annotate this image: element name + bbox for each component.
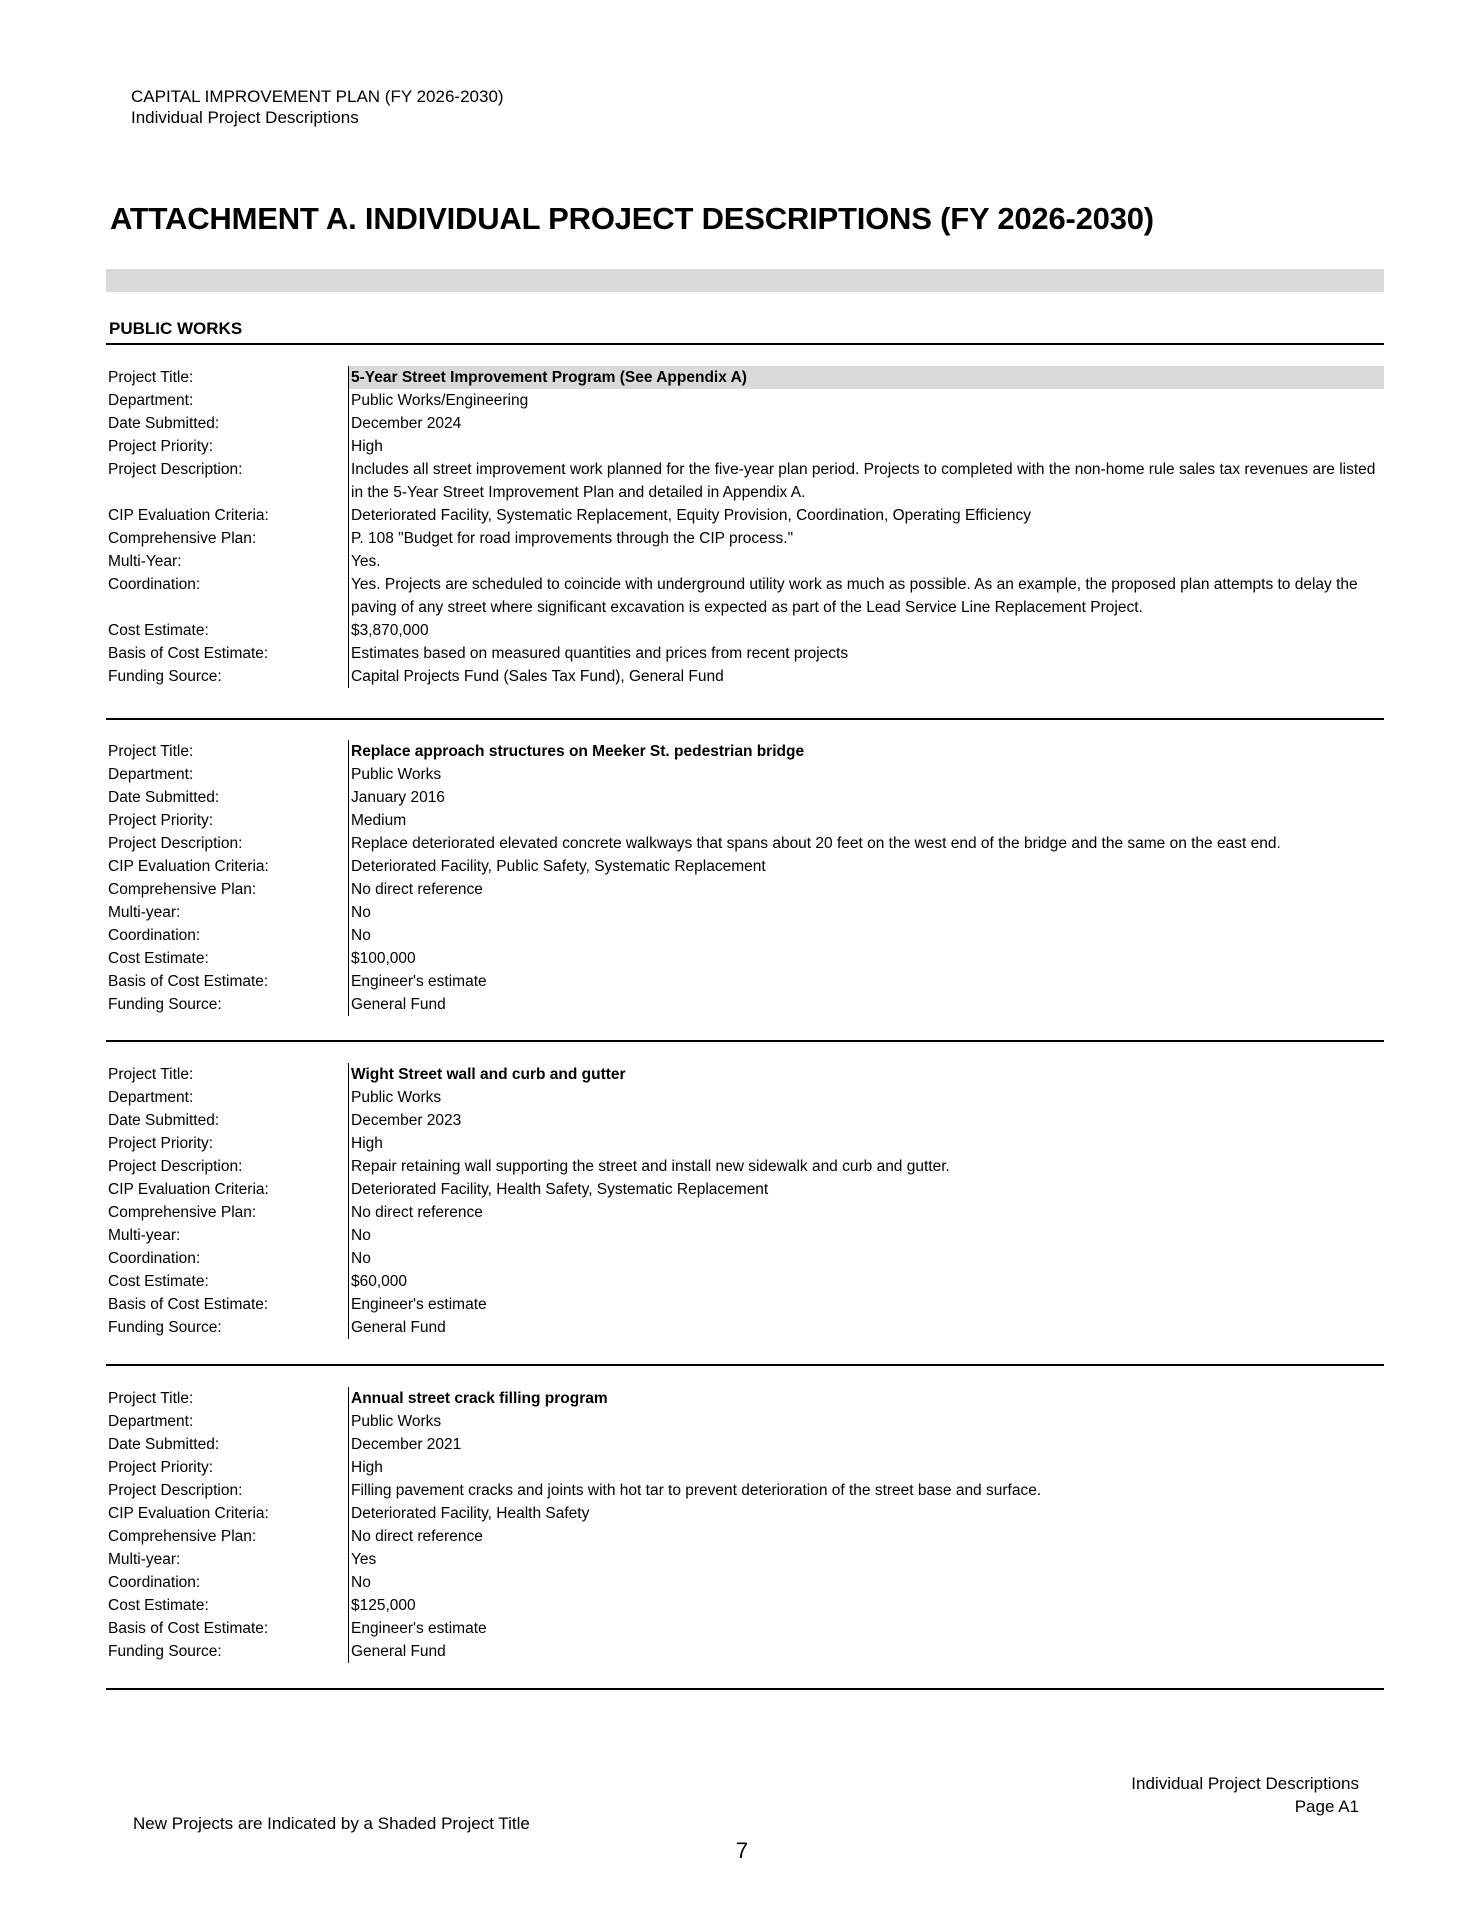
field-label: Basis of Cost Estimate: [108,1620,269,1637]
funding-row [108,1640,1384,1663]
section-heading: PUBLIC WORKS [109,319,243,338]
field-label: Comprehensive Plan: [108,1204,257,1221]
project-title: Replace approach structures on Meeker St. pedestrian bridge [348,740,1384,763]
field-label: Basis of Cost Estimate: [108,1296,269,1313]
priority-row [108,1456,1384,1479]
project-separator [106,718,1384,720]
project-title-row [108,1387,1384,1410]
field-label: Date Submitted: [108,1112,220,1129]
project-separator [106,1364,1384,1366]
project-title-row [108,1063,1384,1086]
field-label: Basis of Cost Estimate: [108,645,269,662]
coordination-row [108,573,1384,619]
field-label: Coordination: [108,576,201,593]
cost-row [108,619,1384,642]
criteria-row [108,1178,1384,1201]
project-title: Wight Street wall and curb and gutter [348,1063,1384,1086]
plan-row [108,1525,1384,1548]
cost-value: $60,000 [348,1270,1384,1293]
plan-value: No direct reference [348,1525,1384,1548]
basis-value: Engineer's estimate [348,970,1384,993]
department-row [108,763,1384,786]
field-label: Basis of Cost Estimate: [108,973,269,990]
cost-row [108,1270,1384,1293]
date-value: December 2021 [348,1433,1384,1456]
date-row [108,412,1384,435]
field-label: CIP Evaluation Criteria: [108,1505,269,1522]
priority-row [108,809,1384,832]
description-value: Repair retaining wall supporting the street and install new sidewalk and curb and gutter. [348,1155,1384,1178]
field-label: Coordination: [108,927,201,944]
priority-value: Medium [348,809,1384,832]
criteria-value: Deteriorated Facility, Health Safety, Systematic Replacement [348,1178,1384,1201]
funding-value: General Fund [348,1316,1384,1339]
field-label: Project Description: [108,835,243,852]
field-label: Funding Source: [108,1643,222,1660]
date-value: January 2016 [348,786,1384,809]
field-label: Coordination: [108,1574,201,1591]
department-value: Public Works [348,1410,1384,1433]
funding-value: Capital Projects Fund (Sales Tax Fund), General Fund [348,665,1384,688]
project-block-4 [108,1387,1384,1663]
field-label: Project Title: [108,1066,194,1083]
field-label: Project Priority: [108,1135,214,1152]
priority-row [108,435,1384,458]
field-label: Comprehensive Plan: [108,530,257,547]
cost-row [108,947,1384,970]
date-row [108,786,1384,809]
field-label: Date Submitted: [108,1436,220,1453]
field-label: Date Submitted: [108,415,220,432]
criteria-value: Deteriorated Facility, Public Safety, Systematic Replacement [348,855,1384,878]
coordination-row [108,1571,1384,1594]
field-label: Multi-year: [108,1227,181,1244]
plan-row [108,878,1384,901]
plan-value: No direct reference [348,1201,1384,1224]
basis-value: Engineer's estimate [348,1617,1384,1640]
coordination-value: No [348,1247,1384,1270]
multi-year-value: Yes [348,1548,1384,1571]
description-row [108,458,1384,504]
field-label: Multi-year: [108,1551,181,1568]
date-value: December 2024 [348,412,1384,435]
coordination-row [108,924,1384,947]
shaded-divider-band [106,269,1384,292]
field-label: Department: [108,766,194,783]
basis-row [108,642,1384,665]
criteria-row [108,1502,1384,1525]
cost-value: $125,000 [348,1594,1384,1617]
funding-value: General Fund [348,993,1384,1016]
funding-value: General Fund [348,1640,1384,1663]
coordination-value: No [348,1571,1384,1594]
project-separator [106,1040,1384,1042]
date-value: December 2023 [348,1109,1384,1132]
cost-row [108,1594,1384,1617]
field-label: Project Description: [108,1482,243,1499]
criteria-value: Deteriorated Facility, Systematic Replacement, Equity Provision, Coordination, Operating Efficiency [348,504,1384,527]
basis-row [108,970,1384,993]
field-label: CIP Evaluation Criteria: [108,858,269,875]
field-label: Funding Source: [108,668,222,685]
date-row [108,1433,1384,1456]
field-label: Multi-year: [108,904,181,921]
multi-year-row [108,1548,1384,1571]
funding-row [108,1316,1384,1339]
cost-value: $100,000 [348,947,1384,970]
basis-value: Estimates based on measured quantities and prices from recent projects [348,642,1384,665]
field-label: Funding Source: [108,1319,222,1336]
priority-value: High [348,1456,1384,1479]
field-label: CIP Evaluation Criteria: [108,1181,269,1198]
multi-year-value: Yes. [348,550,1384,573]
priority-row [108,1132,1384,1155]
funding-row [108,665,1384,688]
department-value: Public Works [348,763,1384,786]
field-label: Cost Estimate: [108,1273,209,1290]
criteria-row [108,504,1384,527]
department-value: Public Works [348,1086,1384,1109]
description-value: Replace deteriorated elevated concrete walkways that spans about 20 feet on the west end of the bridge and the same on the east end. [348,832,1384,855]
criteria-row [108,855,1384,878]
field-label: Date Submitted: [108,789,220,806]
field-label: Project Title: [108,743,194,760]
funding-row [108,993,1384,1016]
plan-row [108,1201,1384,1224]
field-label: Comprehensive Plan: [108,881,257,898]
field-label: Department: [108,1413,194,1430]
footer-note: New Projects are Indicated by a Shaded Project Title [133,1814,530,1833]
coordination-row [108,1247,1384,1270]
project-block-2 [108,740,1384,1016]
department-row [108,389,1384,412]
plan-value: P. 108 "Budget for road improvements through the CIP process." [348,527,1384,550]
footer-section-name: Individual Project Descriptions [1131,1774,1359,1793]
description-row [108,832,1384,855]
basis-value: Engineer's estimate [348,1293,1384,1316]
header-line-1: CAPITAL IMPROVEMENT PLAN (FY 2026-2030) [131,87,504,106]
field-label: Cost Estimate: [108,622,209,639]
date-row [108,1109,1384,1132]
field-label: Project Priority: [108,812,214,829]
page-number: 7 [735,1838,749,1863]
field-label: Cost Estimate: [108,950,209,967]
priority-value: High [348,1132,1384,1155]
section-rule [106,343,1384,345]
plan-row [108,527,1384,550]
description-row [108,1479,1384,1502]
description-value: Filling pavement cracks and joints with hot tar to prevent deterioration of the street base and surface. [348,1479,1384,1502]
footer-page-id: Page A1 [1294,1797,1359,1816]
department-row [108,1410,1384,1433]
field-label: Project Priority: [108,438,214,455]
header-line-2: Individual Project Descriptions [131,108,359,127]
field-label: CIP Evaluation Criteria: [108,507,269,524]
multi-year-row [108,901,1384,924]
department-row [108,1086,1384,1109]
field-label: Project Title: [108,1390,194,1407]
field-label: Coordination: [108,1250,201,1267]
multi-year-value: No [348,1224,1384,1247]
cost-value: $3,870,000 [348,619,1384,642]
description-value: Includes all street improvement work planned for the five-year plan period. Projects to completed with the non-home rule sales tax revenues are listed in the 5-Year Street Improvement Plan and detailed in Appendix A. [348,458,1384,504]
footer-page-label [1131,1772,1359,1818]
description-row [108,1155,1384,1178]
department-value: Public Works/Engineering [348,389,1384,412]
project-block-1 [108,366,1384,688]
project-title-row [108,740,1384,763]
multi-year-row [108,1224,1384,1247]
project-block-3 [108,1063,1384,1339]
project-separator [106,1688,1384,1690]
project-title-row [108,366,1384,389]
page-title: ATTACHMENT A. INDIVIDUAL PROJECT DESCRIPTIONS (FY 2026-2030) [110,201,1154,236]
multi-year-value: No [348,901,1384,924]
multi-year-row [108,550,1384,573]
field-label: Project Priority: [108,1459,214,1476]
project-title: 5-Year Street Improvement Program (See Appendix A) [348,366,1384,389]
field-label: Multi-Year: [108,553,182,570]
basis-row [108,1617,1384,1640]
project-title: Annual street crack filling program [348,1387,1384,1410]
field-label: Project Description: [108,461,243,478]
field-label: Project Title: [108,369,194,386]
field-label: Project Description: [108,1158,243,1175]
field-label: Cost Estimate: [108,1597,209,1614]
field-label: Comprehensive Plan: [108,1528,257,1545]
coordination-value: Yes. Projects are scheduled to coincide with underground utility work as much as possible. As an example, the proposed plan attempts to delay the paving of any street where significant excavation is expected as part of the Lead Service Line Replacement Project. [348,573,1384,619]
field-label: Funding Source: [108,996,222,1013]
field-label: Department: [108,392,194,409]
field-label: Department: [108,1089,194,1106]
document-header [131,86,504,128]
basis-row [108,1293,1384,1316]
priority-value: High [348,435,1384,458]
plan-value: No direct reference [348,878,1384,901]
coordination-value: No [348,924,1384,947]
criteria-value: Deteriorated Facility, Health Safety [348,1502,1384,1525]
